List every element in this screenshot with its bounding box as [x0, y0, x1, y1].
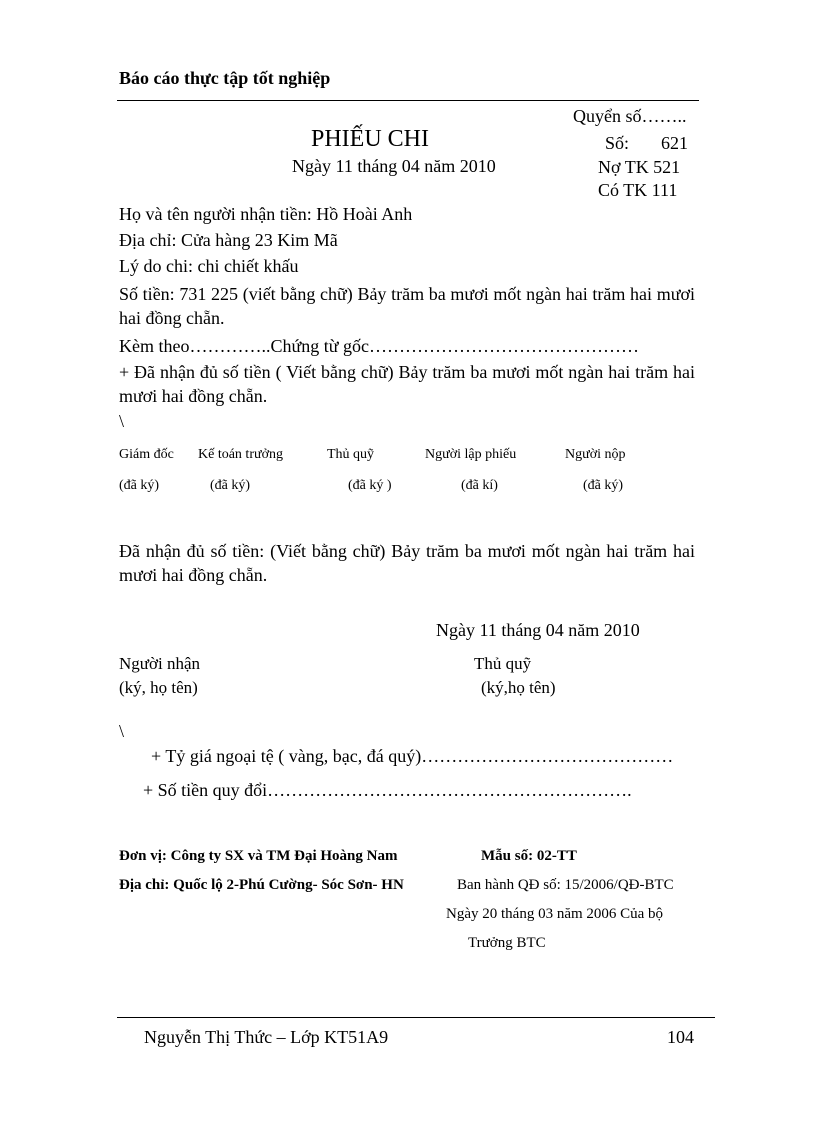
receipt-text: Đã nhận đủ số tiền: (Viết bằng chữ) Bảy trăm ba mươi mốt ngàn hai trăm hai mươi hai đồng chẵn. — [119, 541, 695, 585]
voucher-number-label: Số: — [605, 133, 630, 153]
issued-line-2: Ngày 20 tháng 03 năm 2006 Của bộ — [446, 906, 664, 922]
voucher-debit: Nợ TK 521 — [598, 157, 681, 177]
signature-status-cashier: (đã ký ) — [348, 478, 392, 493]
form-number: Mẫu số: 02-TT — [481, 848, 577, 864]
signature-role-director: Giám đốc — [119, 447, 174, 462]
page-header-title: Báo cáo thực tập tốt nghiệp — [119, 68, 331, 88]
signature-status-preparer: (đã kí) — [461, 478, 498, 493]
voucher-book: Quyển số…….. — [573, 106, 687, 126]
signature-status-director: (đã ký) — [119, 478, 160, 493]
received-field: + Đã nhận đủ số tiền ( Viết bằng chữ) Bảy trăm ba mươi mốt ngàn hai trăm hai mươi hai đồng chẵn. — [119, 362, 695, 406]
unit-info: Đơn vị: Công ty SX và TM Đại Hoàng Nam — [119, 848, 398, 864]
unit-address: Địa chỉ: Quốc lộ 2-Phú Cường- Sóc Sơn- HN — [119, 877, 404, 893]
attached-field: Kèm theo…………..Chứng từ gốc……………………………………… — [119, 336, 639, 356]
page-number: 104 — [667, 1027, 694, 1047]
footer-author: Nguyễn Thị Thức – Lớp KT51A9 — [144, 1027, 389, 1047]
receipt-date: Ngày 11 tháng 04 năm 2010 — [436, 620, 640, 640]
issued-line-1: Ban hành QĐ số: 15/2006/QĐ-BTC — [457, 877, 674, 893]
signature-status-payer: (đã ký) — [583, 478, 624, 493]
footer-rule — [117, 1017, 715, 1018]
amount-field: Số tiền: 731 225 (viết bằng chữ) Bảy trăm ba mươi mốt ngàn hai trăm hai mươi hai đồng chẵn. — [119, 284, 695, 328]
exchange-rate-line: + Tỷ giá ngoại tệ ( vàng, bạc, đá quý)…………………………………… — [151, 746, 674, 766]
address-field: Địa chỉ: Cửa hàng 23 Kim Mã — [119, 230, 338, 250]
signature-role-cashier: Thủ quỹ — [327, 447, 375, 462]
voucher-date: Ngày 11 tháng 04 năm 2010 — [292, 156, 496, 176]
converted-amount-line: + Số tiền quy đổi……………………………………………………. — [143, 780, 632, 800]
cashier-note: (ký,họ tên) — [481, 678, 556, 697]
voucher-title: PHIẾU CHI — [311, 126, 429, 152]
issued-line-3: Trưởng BTC — [468, 935, 546, 951]
signature-role-chief-accountant: Kế toán trưởng — [198, 447, 283, 462]
signature-role-preparer: Người lập phiếu — [425, 447, 517, 462]
signature-status-chief-accountant: (đã ký) — [210, 478, 251, 493]
recipient-field: Họ và tên người nhận tiền: Hồ Hoài Anh — [119, 204, 413, 224]
receiver-label: Người nhận — [119, 654, 200, 673]
backslash-mark-2: \ — [119, 721, 125, 741]
voucher-credit: Có TK 111 — [598, 180, 678, 200]
signature-role-payer: Người nộp — [565, 447, 626, 462]
receiver-note: (ký, họ tên) — [119, 678, 198, 697]
voucher-number-value: 621 — [661, 133, 688, 153]
backslash-mark-1: \ — [119, 411, 125, 431]
header-rule — [117, 100, 699, 101]
cashier-label: Thủ quỹ — [474, 654, 532, 673]
reason-field: Lý do chi: chi chiết khấu — [119, 256, 299, 276]
